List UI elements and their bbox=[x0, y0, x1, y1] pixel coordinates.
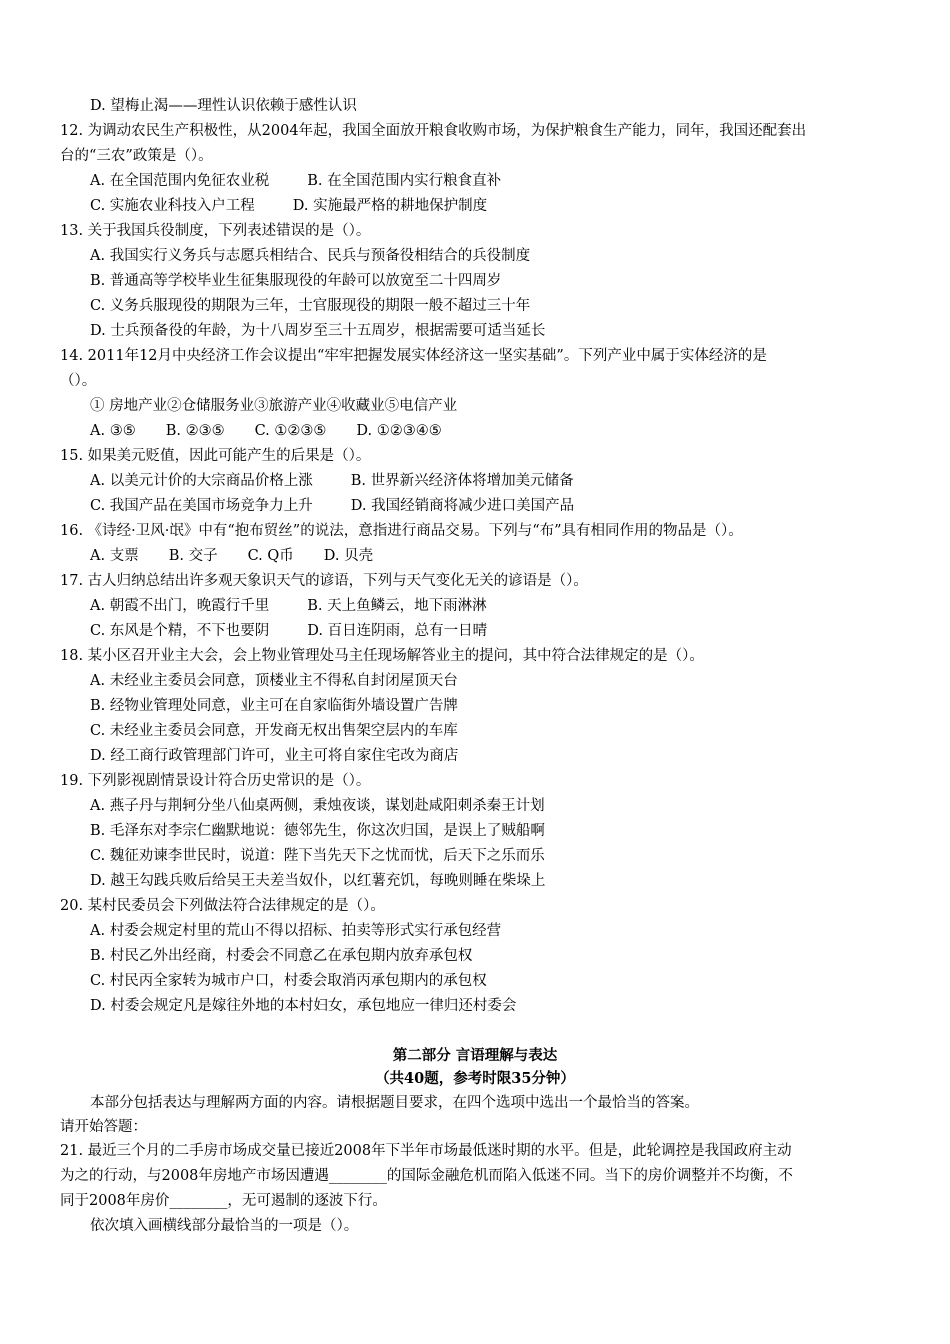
q19-option-c: C. 魏征劝谏李世民时，说道：陛下当先天下之忧而忧，后天下之乐而乐 bbox=[90, 848, 545, 864]
q12-option-d: D. 实施最严格的耕地保护制度 bbox=[292, 198, 488, 214]
q16-option-a: A. 支票 bbox=[90, 548, 139, 564]
part2-subtitle: （共40题，参考时限35分钟） bbox=[375, 1070, 575, 1087]
q13-option-a: A. 我国实行义务兵与志愿兵相结合、民兵与预备役相结合的兵役制度 bbox=[90, 248, 531, 264]
q19-option-d: D. 越王勾践兵败后给吴王夫差当奴仆，以红薯充饥，每晚则睡在柴垛上 bbox=[90, 873, 546, 889]
q18-option-a: A. 未经业主委员会同意，顶楼业主不得私自封闭屋顶天台 bbox=[90, 673, 458, 689]
q13-option-b: B. 普通高等学校毕业生征集服现役的年龄可以放宽至二十四周岁 bbox=[90, 273, 502, 289]
q20-option-d: D. 村委会规定凡是嫁往外地的本村妇女，承包地应一律归还村委会 bbox=[90, 998, 517, 1014]
q14-stem-cont: （）。 bbox=[60, 373, 97, 389]
q12-options-cd bbox=[90, 195, 487, 217]
q19-stem: 19. 下列影视剧情景设计符合历史常识的是（）。 bbox=[60, 773, 371, 789]
q17-options-ab bbox=[90, 595, 487, 617]
q21-stem: 21. 最近三个月的二手房市场成交量已接近2008年下半年市场最低迷时期的水平。但是，此轮调控是我国政府主动 bbox=[60, 1143, 792, 1159]
q13-stem: 13. 关于我国兵役制度，下列表述错误的是（）。 bbox=[60, 223, 371, 239]
q18-option-b: B. 经物业管理处同意，业主可在自家临街外墙设置广告牌 bbox=[90, 698, 458, 714]
q20-option-c: C. 村民丙全家转为城市户口，村委会取消丙承包期内的承包权 bbox=[90, 973, 487, 989]
q12-stem: 12. 为调动农民生产积极性，从2004年起，我国全面放开粮食收购市场，为保护粮食生产能力，同年，我国还配套出 bbox=[60, 123, 807, 139]
q15-option-c: C. 我国产品在美国市场竞争力上升 bbox=[90, 498, 313, 514]
q16-stem: 16. 《诗经·卫风·氓》中有“抱布贸丝”的说法，意指进行商品交易。下列与“布”具有相同作用的物品是（）。 bbox=[60, 523, 743, 539]
q20-option-b: B. 村民乙外出经商，村委会不同意乙在承包期内放弃承包权 bbox=[90, 948, 473, 964]
q12-option-a: A. 在全国范围内免征农业税 bbox=[90, 173, 270, 189]
part2-intro: 本部分包括表达与理解两方面的内容。请根据题目要求，在四个选项中选出一个最恰当的答案。 bbox=[90, 1095, 699, 1111]
q14-item-list: ① 房地产业②仓储服务业③旅游产业④收藏业⑤电信产业 bbox=[90, 398, 458, 414]
q14-option-c: C. ①②③⑤ bbox=[254, 423, 327, 439]
q15-options-cd bbox=[90, 495, 574, 517]
q16-option-d: D. 贝壳 bbox=[323, 548, 374, 564]
q14-stem: 14. 2011年12月中央经济工作会议提出“牢牢把握发展实体经济这一坚实基础”。下列产业中属于实体经济的是 bbox=[60, 348, 767, 364]
q14-option-d: D. ①②③④⑤ bbox=[356, 423, 442, 439]
q16-options bbox=[90, 545, 373, 567]
q19-option-b: B. 毛泽东对李宗仁幽默地说：德邻先生，你这次归国，是误上了贼船啊 bbox=[90, 823, 545, 839]
q15-options-ab bbox=[90, 470, 574, 492]
part2-start: 请开始答题： bbox=[60, 1119, 147, 1135]
q17-option-c: C. 东风是个精，不下也要阴 bbox=[90, 623, 270, 639]
q21-stem-cont2: 同于2008年房价________，无可遏制的逐波下行。 bbox=[60, 1193, 387, 1209]
q12-option-c: C. 实施农业科技入户工程 bbox=[90, 198, 255, 214]
q17-option-d: D. 百日连阴雨，总有一日晴 bbox=[307, 623, 488, 639]
q16-option-c: C. Q币 bbox=[247, 548, 294, 564]
part2-title: 第二部分 言语理解与表达 bbox=[392, 1047, 558, 1064]
q18-option-d: D. 经工商行政管理部门许可，业主可将自家住宅改为商店 bbox=[90, 748, 459, 764]
q14-options bbox=[90, 420, 442, 442]
q12-option-b: B. 在全国范围内实行粮食直补 bbox=[307, 173, 502, 189]
q13-option-d: D. 士兵预备役的年龄，为十八周岁至三十五周岁，根据需要可适当延长 bbox=[90, 323, 546, 339]
q14-option-b: B. ②③⑤ bbox=[165, 423, 225, 439]
q12-options-ab bbox=[90, 170, 501, 192]
q18-option-c: C. 未经业主委员会同意，开发商无权出售架空层内的车库 bbox=[90, 723, 458, 739]
q21-instruction: 依次填入画横线部分最恰当的一项是（）。 bbox=[90, 1218, 359, 1234]
q16-option-b: B. 交子 bbox=[168, 548, 218, 564]
q17-option-a: A. 朝霞不出门，晚霞行千里 bbox=[90, 598, 270, 614]
q20-stem: 20. 某村民委员会下列做法符合法律规定的是（）。 bbox=[60, 898, 385, 914]
q15-stem: 15. 如果美元贬值，因此可能产生的后果是（）。 bbox=[60, 448, 371, 464]
q15-option-a: A. 以美元计价的大宗商品价格上涨 bbox=[90, 473, 313, 489]
q11-option-d: D. 望梅止渴——理性认识依赖于感性认识 bbox=[90, 98, 357, 114]
q15-option-d: D. 我国经销商将减少进口美国产品 bbox=[350, 498, 575, 514]
q15-option-b: B. 世界新兴经济体将增加美元储备 bbox=[350, 473, 574, 489]
q14-option-a: A. ③⑤ bbox=[90, 423, 136, 439]
q17-options-cd bbox=[90, 620, 487, 642]
q20-option-a: A. 村委会规定村里的荒山不得以招标、拍卖等形式实行承包经营 bbox=[90, 923, 502, 939]
q17-option-b: B. 天上鱼鳞云，地下雨淋淋 bbox=[307, 598, 487, 614]
q19-option-a: A. 燕子丹与荆轲分坐八仙桌两侧，秉烛夜谈，谋划赴咸阳刺杀秦王计划 bbox=[90, 798, 545, 814]
q18-stem: 18. 某小区召开业主大会，会上物业管理处马主任现场解答业主的提问，其中符合法律规定的是（）。 bbox=[60, 648, 704, 664]
q12-stem-cont: 台的“三农”政策是（）。 bbox=[60, 148, 213, 164]
q21-stem-cont1: 为之的行动，与2008年房地产市场因遭遇________的国际金融危机而陷入低迷不同。当下的房价调整并不均衡，不 bbox=[60, 1168, 793, 1184]
q17-stem: 17. 古人归纳总结出许多观天象识天气的谚语，下列与天气变化无关的谚语是（）。 bbox=[60, 573, 588, 589]
q13-option-c: C. 义务兵服现役的期限为三年，士官服现役的期限一般不超过三十年 bbox=[90, 298, 531, 314]
